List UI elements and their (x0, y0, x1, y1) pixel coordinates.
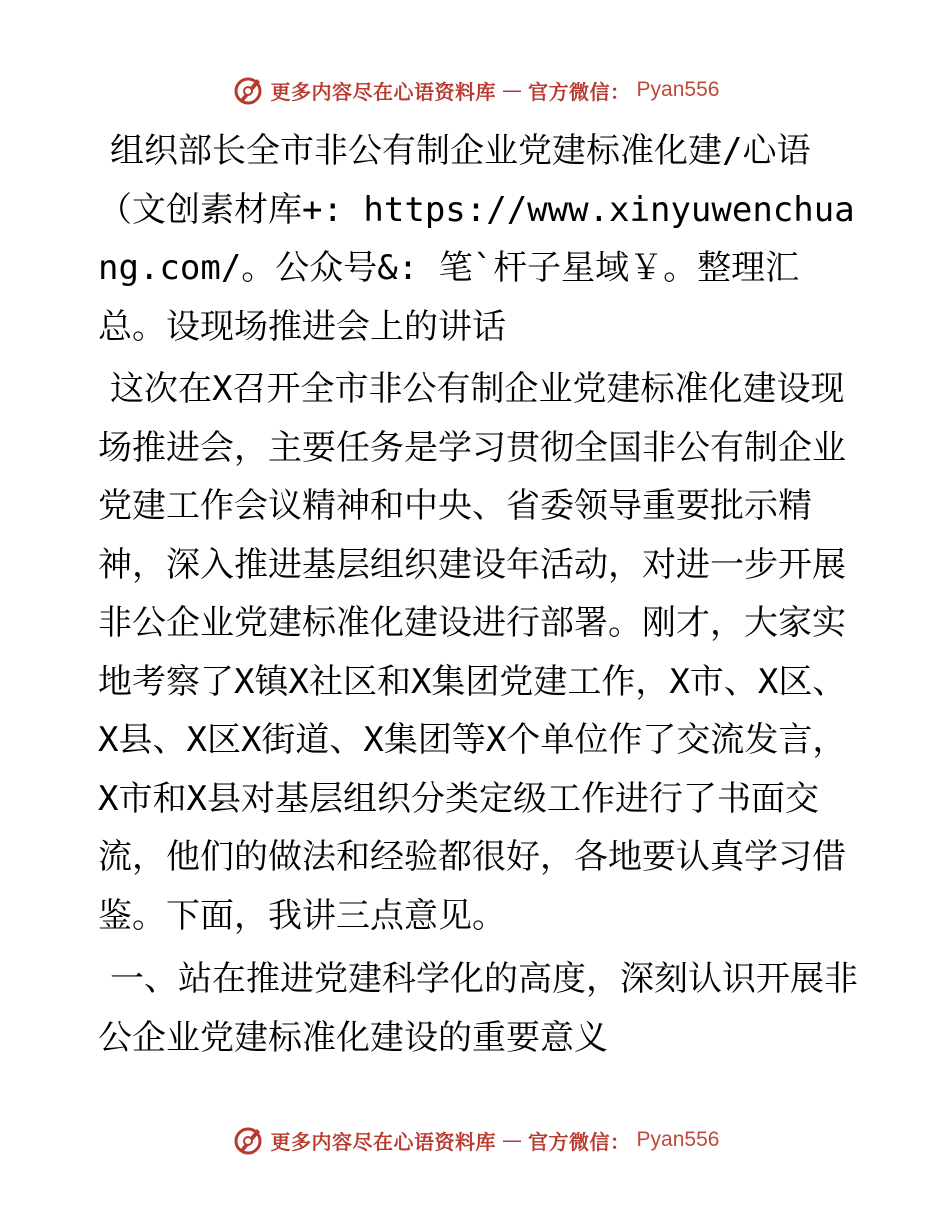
section-heading-1 (98, 950, 858, 1067)
watermark-inner (231, 73, 720, 107)
watermark-separator: — (502, 1128, 523, 1152)
paragraph-intro (98, 360, 858, 945)
watermark-id: Pyan556 (636, 1128, 720, 1151)
watermark-label: 官方微信： (528, 1129, 631, 1154)
watermark-separator: — (502, 78, 523, 102)
header-watermark (0, 70, 950, 110)
section-heading-1-text: 一、站在推进党建科学化的高度，深刻认识开展非公企业党建标准化建设的重要意义 (98, 959, 858, 1058)
quill-seal-icon (231, 73, 265, 107)
watermark-inner (231, 1123, 720, 1157)
watermark-label: 官方微信： (528, 79, 631, 104)
paragraph-intro-text: 这次在X召开全市非公有制企业党建标准化建设现场推进会，主要任务是学习贯彻全国非公有制企业党建工作会议精神和中央、省委领导重要批示精神，深入推进基层组织建设年活动，对进一步开展非公企业党建标准化建设进行部署。刚才，大家实地考察了X镇X社区和X集团党建工作，X市、X区、X县、X区X街道、X集团等X个单位作了交流发言，X市和X县对基层组织分类定级工作进行了书面交流，他们的做法和经验都很好，各地要认真学习借鉴。下面，我讲三点意见。 (98, 369, 847, 936)
footer-watermark (0, 1120, 950, 1160)
quill-seal-icon (231, 1123, 265, 1157)
watermark-text: 更多内容尽在心语资料库 (270, 1129, 497, 1154)
watermark-id: Pyan556 (636, 78, 720, 101)
document-body (98, 122, 858, 1067)
watermark-text: 更多内容尽在心语资料库 (270, 79, 497, 104)
document-title (98, 122, 858, 356)
document-title-text: 组织部长全市非公有制企业党建标准化建/心语（文创素材库+: https://www.xinyuwenchuang.com/。公众号&: 笔`杆子星域￥。整理汇总。设现场推进会上的讲话 (98, 131, 855, 347)
